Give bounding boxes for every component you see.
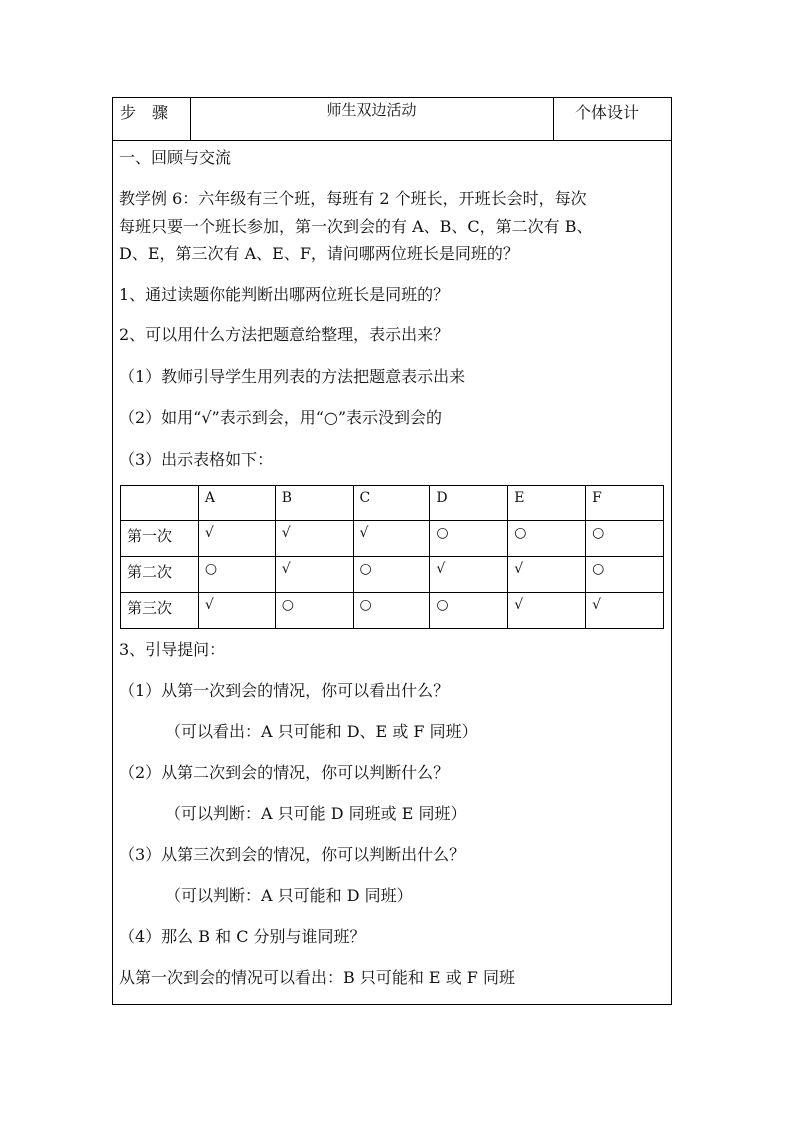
header-divider: [112, 140, 672, 141]
table-cell: ○: [275, 593, 353, 629]
table-header-cell: D: [430, 486, 508, 521]
question-2-3: （3）出示表格如下：: [119, 450, 274, 469]
table-header-cell: F: [586, 486, 664, 521]
answer-3-3: （可以判断：A 只可能和 D 同班）: [165, 886, 413, 905]
example-line-3: D、E，第三次有 A、E、F，请问哪两位班长是同班的？: [119, 244, 519, 263]
example-line-1: 教学例 6：六年级有三个班，每班有 2 个班长，开班长会时，每次: [119, 189, 587, 208]
section-title: 一、回顾与交流: [119, 148, 232, 167]
header-activity: 师生双边活动: [326, 101, 417, 119]
table-header-cell: A: [198, 486, 275, 521]
table-cell: √: [275, 521, 353, 557]
table-cell: √: [198, 593, 275, 629]
table-row-label: 第一次: [121, 521, 199, 557]
header-design: 个体设计: [575, 103, 640, 122]
table-cell: √: [275, 557, 353, 593]
example-line-2: 每班只要一个班长参加，第一次到会的有 A、B、C，第二次有 B、: [119, 217, 593, 236]
table-header-cell: C: [353, 486, 430, 521]
table-header-cell: [121, 486, 199, 521]
question-3-4: （4）那么 B 和 C 分别与谁同班？: [119, 927, 366, 946]
question-3-1: （1）从第一次到会的情况，你可以看出什么？: [119, 681, 450, 700]
table-row: [121, 593, 664, 629]
header-steps: 步 骤: [120, 103, 169, 122]
table-row: [121, 557, 664, 593]
table-row-label: 第二次: [121, 557, 199, 593]
table-header-cell: B: [275, 486, 353, 521]
table-cell: ○: [586, 557, 664, 593]
answer-3-2: （可以判断：A 只可能 D 同班或 E 同班）: [165, 804, 467, 823]
table-cell: ○: [198, 557, 275, 593]
header-col-divider-2: [553, 97, 554, 140]
table-cell: ○: [430, 593, 508, 629]
table-row-label: 第三次: [121, 593, 199, 629]
question-2-2: （2）如用“√”表示到会，用“○”表示没到会的: [119, 408, 443, 427]
closing-line: 从第一次到会的情况可以看出：B 只可能和 E 或 F 同班: [119, 968, 515, 987]
question-2-1: （1）教师引导学生用列表的方法把题意表示出来: [119, 367, 466, 386]
table-cell: √: [353, 521, 430, 557]
question-2: 2、可以用什么方法把题意给整理，表示出来？: [119, 325, 450, 344]
table-cell: √: [430, 557, 508, 593]
table-cell: √: [198, 521, 275, 557]
table-header-row: [121, 486, 664, 521]
answer-3-1: （可以看出：A 只可能和 D、E 或 F 同班）: [165, 722, 478, 741]
question-3-2: （2）从第二次到会的情况，你可以判断什么？: [119, 763, 450, 782]
table-cell: ○: [508, 521, 586, 557]
table-header-cell: E: [508, 486, 586, 521]
question-1: 1、通过读题你能判断出哪两位班长是同班的？: [119, 285, 450, 304]
table-cell: √: [508, 557, 586, 593]
table-cell: ○: [586, 521, 664, 557]
question-3-3: （3）从第三次到会的情况，你可以判断出什么？: [119, 845, 466, 864]
table-cell: ○: [353, 557, 430, 593]
table-row: [121, 521, 664, 557]
table-cell: ○: [430, 521, 508, 557]
table-cell: √: [586, 593, 664, 629]
attendance-table: [120, 485, 664, 629]
table-cell: √: [508, 593, 586, 629]
table-cell: ○: [353, 593, 430, 629]
question-3: 3、引导提问：: [119, 640, 226, 659]
